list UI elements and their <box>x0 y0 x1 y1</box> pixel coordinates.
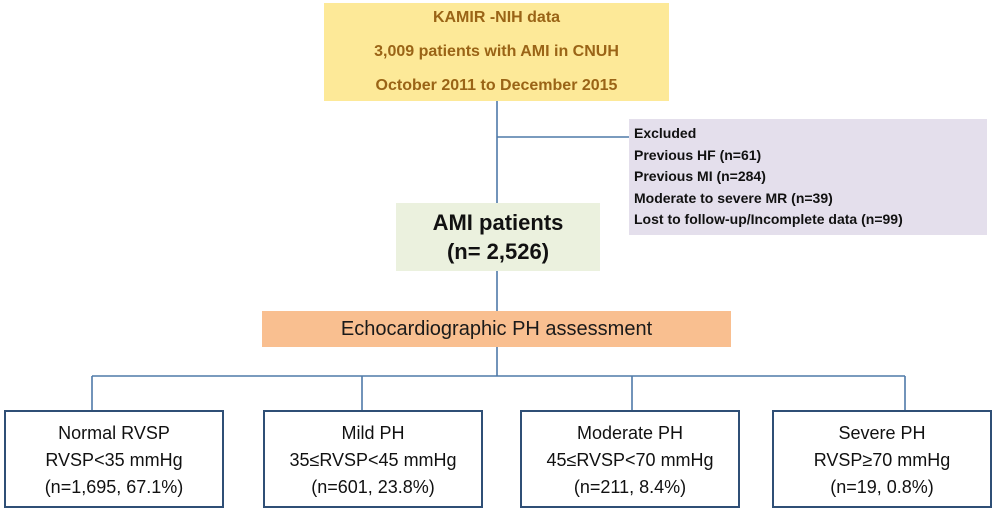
group-name: Mild PH <box>341 423 405 443</box>
group-criteria: 35≤RVSP<45 mmHg <box>289 450 457 470</box>
group-count: (n=211, 8.4%) <box>573 477 687 497</box>
group-criteria: 45≤RVSP<70 mmHg <box>546 450 714 470</box>
ami-patients-title: AMI patients <box>432 210 564 235</box>
group-box-normal-rvsp <box>4 410 224 508</box>
group-box-severe-ph <box>772 410 992 508</box>
source-date-range: October 2011 to December 2015 <box>375 77 618 94</box>
echocardiographic-assessment-box <box>262 311 731 347</box>
excluded-item-lost-follow-up: Lost to follow-up/Incomplete data (n=99) <box>634 211 903 227</box>
group-box-mild-ph <box>263 410 483 508</box>
group-criteria: RVSP<35 mmHg <box>45 450 183 470</box>
group-count: (n=1,695, 67.1%) <box>44 477 184 497</box>
excluded-item-previous-hf: Previous HF (n=61) <box>634 146 762 163</box>
group-name: Severe PH <box>838 423 926 443</box>
source-registry-label: KAMIR -NIH data <box>432 9 561 26</box>
excluded-item-previous-mi: Previous MI (n=284) <box>634 168 766 184</box>
source-patient-count: 3,009 patients with AMI in CNUH <box>374 43 619 60</box>
group-count: (n=19, 0.8%) <box>830 477 934 497</box>
ami-patients-box <box>396 203 600 271</box>
group-box-moderate-ph <box>520 410 740 508</box>
group-name: Normal RVSP <box>58 423 170 443</box>
group-count: (n=601, 23.8%) <box>311 477 435 497</box>
assessment-label: Echocardiographic PH assessment <box>340 318 653 340</box>
excluded-title: Excluded <box>634 125 697 141</box>
source-population-box <box>324 3 669 101</box>
excluded-box <box>629 119 987 235</box>
group-name: Moderate PH <box>576 423 684 443</box>
group-criteria: RVSP≥70 mmHg <box>813 450 951 470</box>
excluded-item-moderate-severe-mr: Moderate to severe MR (n=39) <box>634 189 833 206</box>
ami-patients-count: (n= 2,526) <box>446 239 550 264</box>
